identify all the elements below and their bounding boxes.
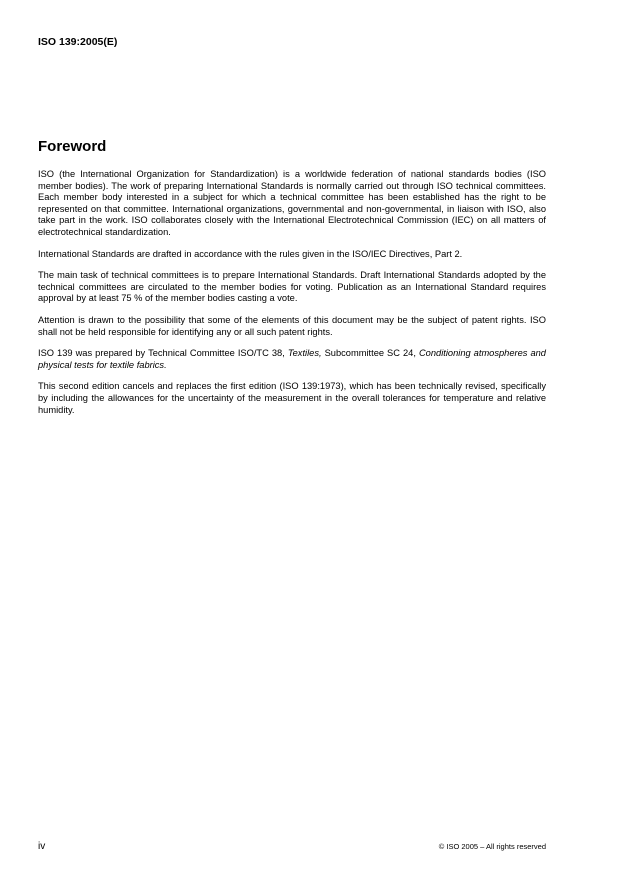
page-title: Foreword (38, 138, 107, 155)
copyright-notice: © ISO 2005 – All rights reserved (438, 842, 546, 851)
paragraph-edition: This second edition cancels and replaces the first edition (ISO 139:1973), which has been technically revised, specifically by including the allowances for the uncertainty of the measurement in the overall tolerances for temperature and relative humidity. (38, 381, 546, 415)
page-number: iv (38, 841, 46, 852)
prepared-text-2: Subcommittee SC 24, (324, 348, 416, 359)
committee-name: Textiles, (287, 348, 322, 359)
foreword-body (38, 169, 546, 426)
paragraph-iso-intro: ISO (the International Organization for Standardization) is a worldwide federation of national standards bodies (ISO member bodies). The work of preparing International Standards is normally carried out through ISO technical committees. Each member body interested in a subject for which a technical committee has been established has the right to be represented on that committee. International organizations, governmental and non-governmental, in liaison with ISO, also take part in the work. ISO collaborates closely with the International Electrotechnical Commission (IEC) on all matters of electrotechnical standardization. (38, 169, 546, 237)
subcommittee-name: Conditioning atmospheres and physical tests for textile fabrics. (38, 348, 546, 370)
paragraph-prepared-by (38, 348, 546, 371)
paragraph-directives: International Standards are drafted in accordance with the rules given in the ISO/IEC Directives, Part 2. (38, 248, 463, 259)
paragraph-main-task: The main task of technical committees is to prepare International Standards. Draft International Standards adopted by the technical committees are circulated to the member bodies for voting. Publication as an International Standard requires approval by at least 75 % of the member bodies casting a vote. (38, 270, 546, 304)
prepared-text-1: ISO 139 was prepared by Technical Committee ISO/TC 38, (38, 348, 285, 359)
document-id: ISO 139:2005(E) (38, 36, 118, 48)
paragraph-patent: Attention is drawn to the possibility that some of the elements of this document may be the subject of patent rights. ISO shall not be held responsible for identifying any or all such patent rights. (38, 314, 546, 337)
